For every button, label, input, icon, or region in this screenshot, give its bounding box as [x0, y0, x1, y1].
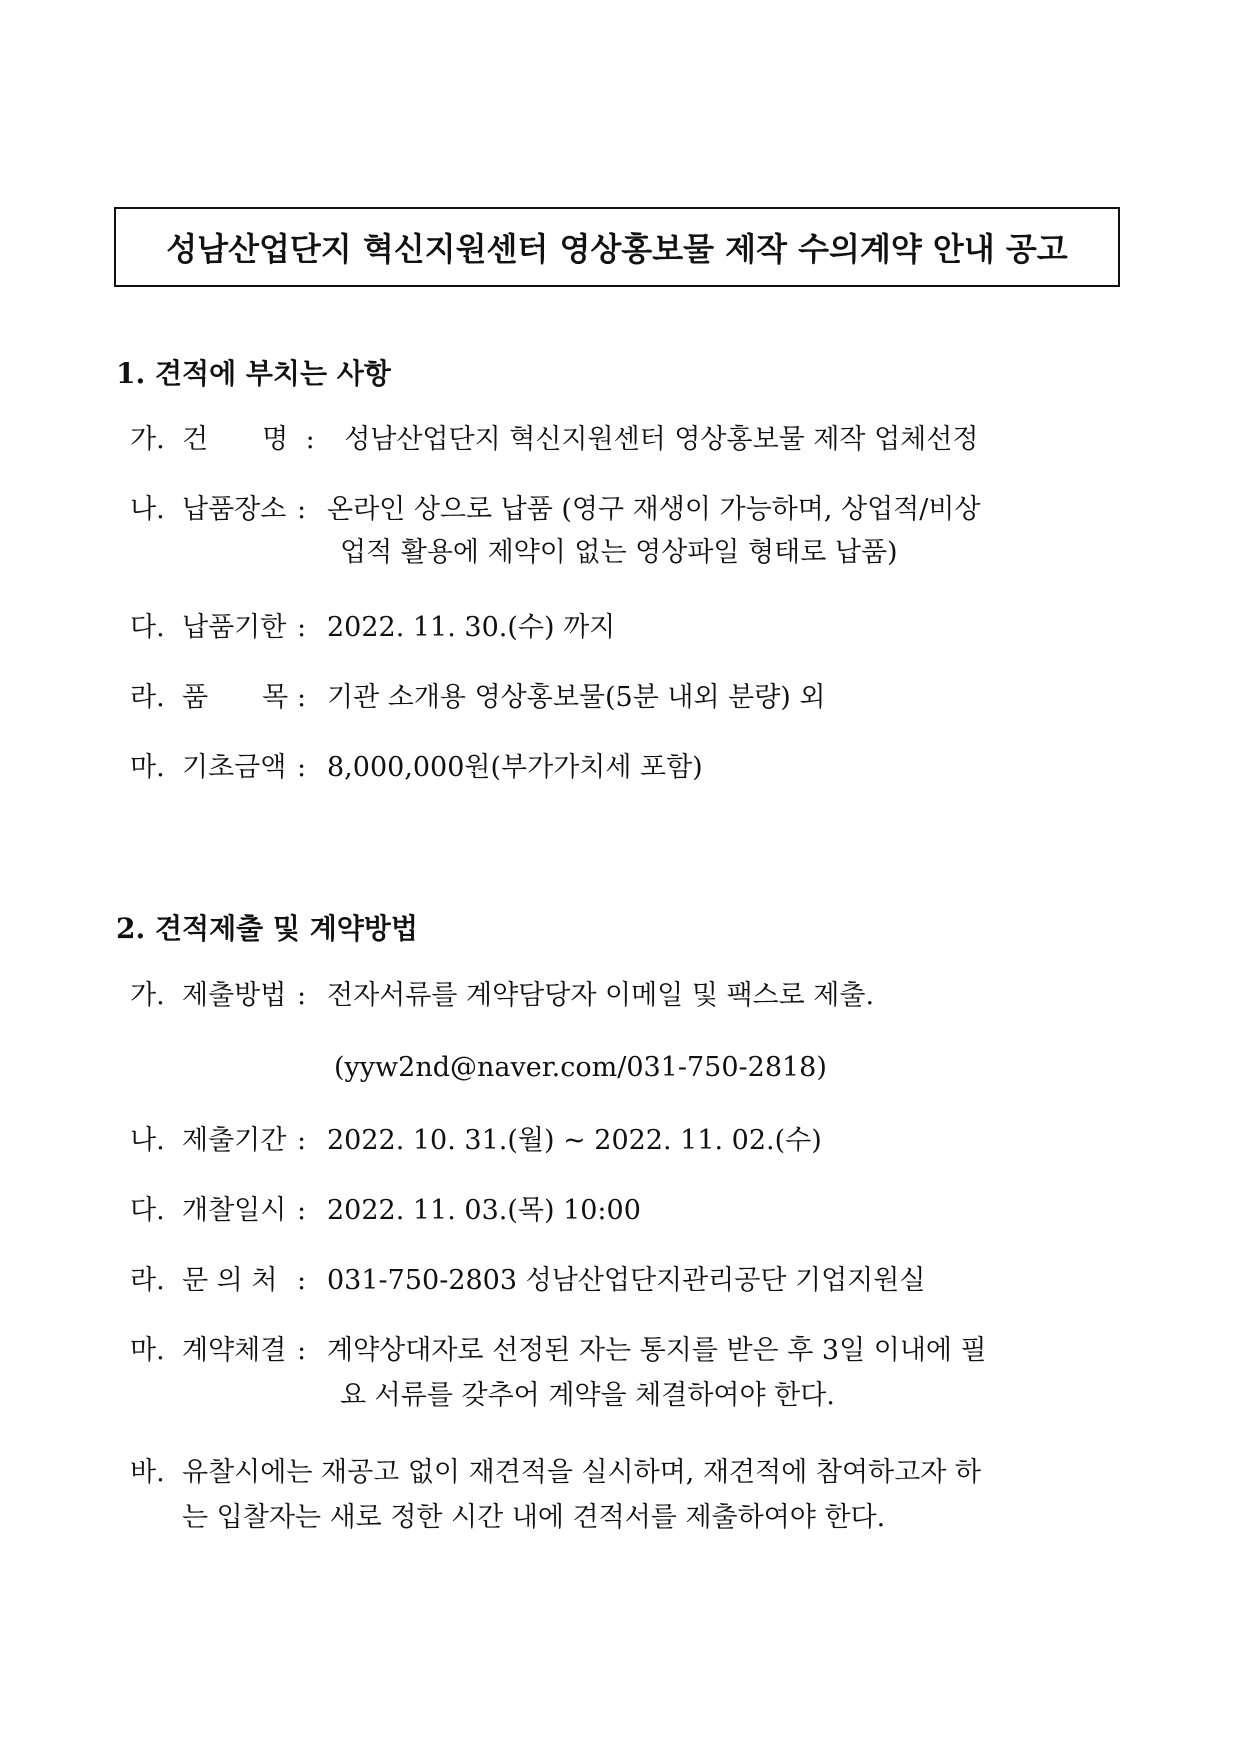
- section-1-heading: 1. 견적에 부치는 사항: [116, 357, 391, 390]
- item-marker: 라.: [130, 682, 165, 713]
- item-label: 제출방법: [182, 980, 287, 1011]
- item-marker: 다.: [130, 612, 165, 643]
- item-value: 2022. 11. 03.(목) 10:00: [327, 1195, 641, 1226]
- item-row: [182, 973, 969, 1019]
- item-colon: :: [297, 612, 307, 643]
- item-value: 2022. 11. 30.(수) 까지: [327, 612, 616, 643]
- item-colon: :: [297, 752, 307, 783]
- item-value: 온라인 상으로 납품 (영구 재생이 가능하며, 상업적/비상: [327, 494, 981, 525]
- item-marker: 나.: [130, 1125, 165, 1156]
- item-label: 개찰일시: [182, 1195, 287, 1226]
- item-label: 품 목: [182, 682, 289, 713]
- item-row: [182, 487, 1122, 533]
- section-2-item-contract-conclusion-cont: 요 서류를 갖추어 계약을 체결하여야 한다.: [340, 1380, 835, 1411]
- item-label: 납품장소: [182, 494, 287, 525]
- item-value: 기관 소개용 영상홍보물(5분 내외 분량) 외: [327, 682, 826, 713]
- title-box: [114, 207, 1120, 287]
- item-colon: :: [297, 1125, 307, 1156]
- section-2-item-contact-email-fax: (yyw2nd@naver.com/031-750-2818): [334, 1052, 827, 1083]
- item-colon: :: [297, 1195, 307, 1226]
- item-label: 기초금액: [182, 752, 287, 783]
- item-row: [182, 745, 969, 791]
- item-value: 031-750-2803 성남산업단지관리공단 기업지원실: [327, 1265, 926, 1296]
- item-label: 제출기간: [182, 1125, 287, 1156]
- item-value: 2022. 10. 31.(월) ~ 2022. 11. 02.(수): [327, 1125, 822, 1156]
- item-label: 문 의 처: [182, 1265, 278, 1296]
- item-marker: 마.: [130, 752, 165, 783]
- item-marker: 바.: [130, 1457, 165, 1488]
- item-colon: :: [297, 1335, 307, 1366]
- item-text: 유찰시에는 재공고 없이 재견적을 실시하며, 재견적에 참여하고자 하: [182, 1457, 981, 1488]
- item-value: 8,000,000원(부가가치세 포함): [327, 752, 703, 783]
- item-value: 계약상대자로 선정된 자는 통지를 받은 후 3일 이내에 필: [327, 1335, 987, 1366]
- item-colon: :: [297, 494, 307, 525]
- item-marker: 라.: [130, 1265, 165, 1296]
- item-row: [182, 1258, 969, 1304]
- item-label: 건 명: [182, 424, 289, 455]
- item-value: 성남산업단지 혁신지원센터 영상홍보물 제작 업체선정: [344, 424, 979, 455]
- section-2-heading: 2. 견적제출 및 계약방법: [116, 912, 418, 945]
- item-marker: 나.: [130, 494, 165, 525]
- item-marker: 마.: [130, 1335, 165, 1366]
- item-marker: 가.: [130, 980, 165, 1011]
- item-row: [182, 417, 979, 463]
- item-row: [182, 1188, 969, 1234]
- item-marker: 다.: [130, 1195, 165, 1226]
- item-row: [182, 1118, 969, 1164]
- section-1-item-delivery-place-cont: 업적 활용에 제약이 없는 영상파일 형태로 납품): [340, 537, 898, 568]
- item-colon: :: [297, 1265, 307, 1296]
- item-label: 계약체결: [182, 1335, 287, 1366]
- item-row: [182, 1328, 1122, 1374]
- document-title: 성남산업단지 혁신지원센터 영상홍보물 제작 수의계약 안내 공고: [166, 230, 1068, 268]
- item-colon: :: [297, 682, 307, 713]
- item-row: [182, 675, 969, 721]
- item-value: 전자서류를 계약담당자 이메일 및 팩스로 제출.: [327, 980, 875, 1011]
- item-marker: 가.: [130, 424, 165, 455]
- section-2-item-failed-bid-cont: 는 입찰자는 새로 정한 시간 내에 견적서를 제출하여야 한다.: [182, 1502, 886, 1533]
- item-row: [182, 605, 969, 651]
- item-colon: :: [297, 980, 307, 1011]
- item-colon: :: [305, 424, 315, 455]
- item-label: 납품기한: [182, 612, 287, 643]
